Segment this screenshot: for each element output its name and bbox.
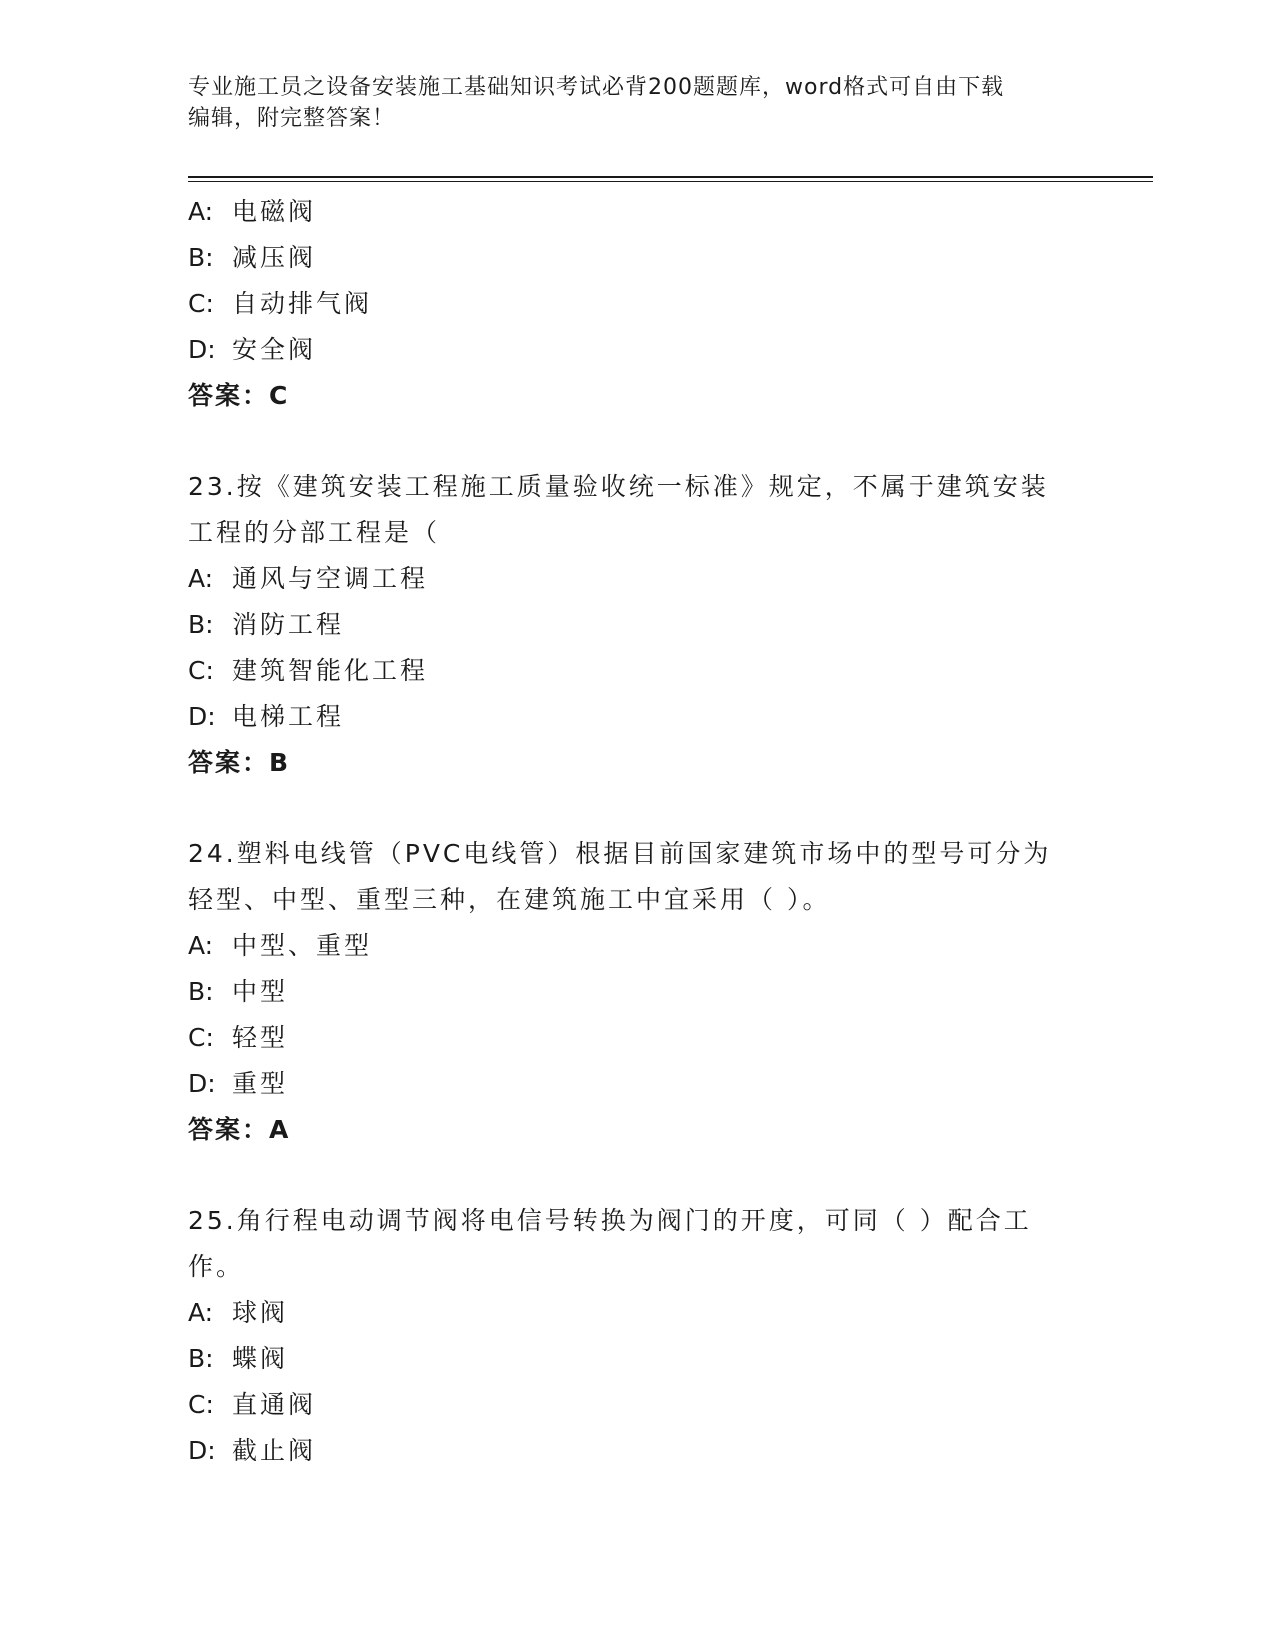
header-title-line-2: 编辑，附完整答案！	[188, 106, 396, 131]
question-stem-line-1: 25.角行程电动调节阀将电信号转换为阀门的开度，可同（ ）配合工	[188, 1206, 1032, 1235]
question-spacer	[188, 419, 1088, 464]
option-c: C: 自动排气阀	[188, 289, 373, 318]
option-d: D: 安全阀	[188, 335, 317, 364]
header-divider-thick	[188, 176, 1153, 178]
option-c: C: 建筑智能化工程	[188, 656, 429, 685]
option-b: B: 消防工程	[188, 610, 345, 639]
question-spacer	[188, 786, 1088, 831]
header-title-line-1: 专业施工员之设备安装施工基础知识考试必背200题题库，word格式可自由下载	[188, 75, 1005, 100]
question-24	[188, 831, 1088, 1153]
option-d: D: 电梯工程	[188, 702, 345, 731]
answer-line: 答案：B	[188, 748, 291, 777]
question-stem-line-2: 轻型、中型、重型三种，在建筑施工中宜采用（ ）。	[188, 885, 831, 914]
question-stem-line-1: 23.按《建筑安装工程施工质量验收统一标准》规定，不属于建筑安装	[188, 472, 1049, 501]
option-a: A: 球阀	[188, 1298, 289, 1327]
option-c: C: 轻型	[188, 1023, 289, 1052]
option-d: D: 重型	[188, 1069, 289, 1098]
question-stem-line-2: 工程的分部工程是（	[188, 518, 441, 547]
question-list	[188, 189, 1088, 1474]
question-stem-line-1: 24.塑料电线管（PVC电线管）根据目前国家建筑市场中的型号可分为	[188, 839, 1052, 868]
header-divider-thin	[188, 181, 1153, 182]
option-c: C: 直通阀	[188, 1390, 317, 1419]
question-23	[188, 464, 1088, 786]
question-stem-line-2: 作。	[188, 1252, 245, 1281]
option-b: B: 减压阀	[188, 243, 317, 272]
question-22	[188, 189, 1088, 419]
option-d: D: 截止阀	[188, 1436, 317, 1465]
question-25	[188, 1198, 1088, 1474]
document-header	[188, 72, 1068, 134]
answer-line: 答案：C	[188, 381, 290, 410]
answer-line: 答案：A	[188, 1115, 291, 1144]
option-a: A: 通风与空调工程	[188, 564, 429, 593]
option-a: A: 电磁阀	[188, 197, 317, 226]
option-b: B: 中型	[188, 977, 289, 1006]
option-b: B: 蝶阀	[188, 1344, 289, 1373]
option-a: A: 中型、重型	[188, 931, 373, 960]
question-spacer	[188, 1153, 1088, 1198]
